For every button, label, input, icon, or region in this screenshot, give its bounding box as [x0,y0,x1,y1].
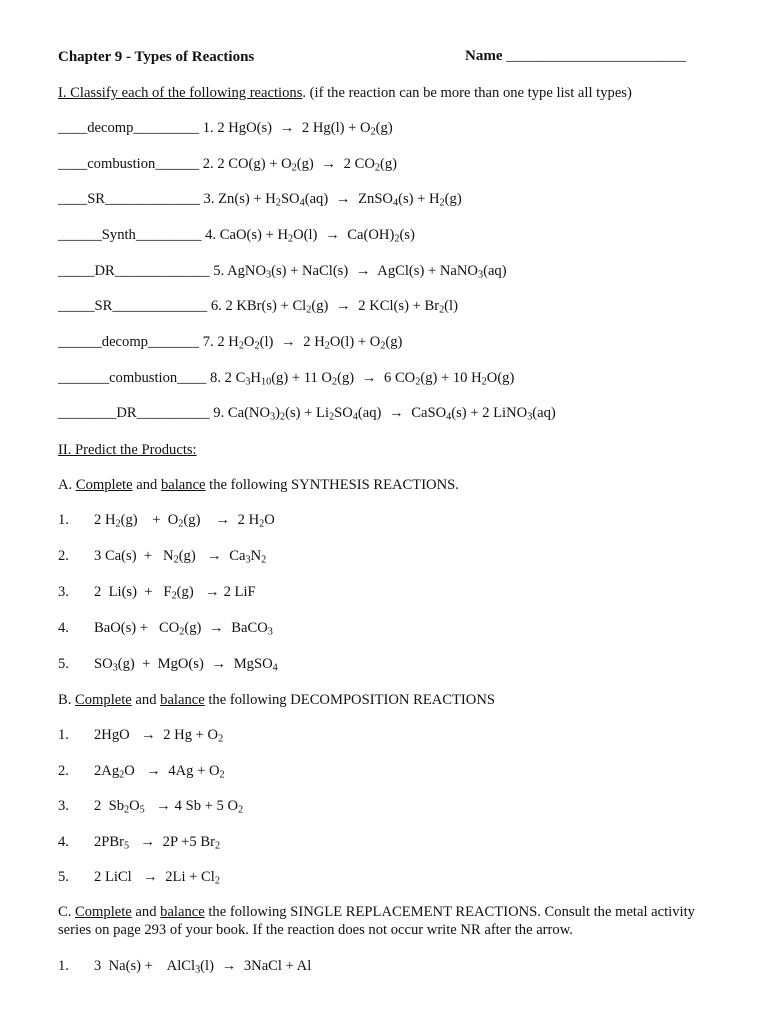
arrow-icon: → [211,656,227,672]
classification-row [58,226,415,244]
item-number: 6. [210,298,226,314]
answer-blank: _____DR_____________ [58,263,214,279]
reaction-equation: $SO_3(g) + MgO(s)$ → MgSO$_4$ [94,656,278,674]
answer-blank: ____decomp_________ [58,120,203,136]
item-number: 1. [58,727,69,743]
answer-blank: ______decomp_______ [58,334,203,350]
item-number: 2. [58,763,69,779]
arrow-icon: → [209,620,224,636]
part1-heading: I. Classify each of the following reactions [58,85,303,101]
reaction-equation: $Ca(NO_3)_2(s) + Li_2SO_4(aq)$ → CaSO$_4$(s) + 2 LiNO$_3$(aq) [227,405,556,423]
section-b-prefix: B. [58,692,76,708]
reaction-equation: 2 $CO(g) + O_2(g) \to 2$ $CO_2(g)$ [217,156,398,174]
part1-instructions [58,84,632,102]
arrow-icon: → [325,227,340,243]
section-b-and: and [131,692,161,708]
arrow-icon: → [207,548,222,564]
reaction-row [58,619,273,637]
reaction-equation: 3 Na(s) + AlCl$_3$(l) → 3NaCl + Al [94,958,312,976]
part1-note: . (if the reaction can be more than one type list all types) [302,85,632,101]
reaction-equation: 2 $Li(s) + F_2(g) \to 2$ LiF [94,584,256,602]
arrow-icon: → [140,727,156,743]
reaction-equation: $CaO(s) + H_2O(l) \to Ca(OH)_2(s)$ [219,227,415,245]
arrow-icon: → [281,334,296,350]
arrow-icon: → [221,958,237,974]
classification-row [58,190,462,208]
item-number: 5. [58,656,69,672]
classification-row [58,404,556,422]
answer-blank: ____SR_____________ [58,191,204,207]
arrow-icon: → [279,120,295,136]
answer-blank: ________DR__________ [58,405,214,421]
section-c-complete: Complete [75,904,132,920]
item-number: 9. [213,405,228,421]
classification-row [58,333,402,351]
section-c-balance: balance [160,904,205,920]
reaction-row [58,957,311,975]
reaction-row [58,583,256,601]
section-a-and: and [132,477,161,493]
reaction-equation: 3 $Ca(s) + N_2(g) \to Ca_3N_2$ [94,548,267,566]
reaction-equation: 2 HgO(s) → 2 $Hg(l) + O_2(g)$ [217,120,393,138]
reaction-row [58,655,278,673]
classification-row [58,155,397,173]
name-blank: ________________________ [506,48,687,64]
item-number: 2. [202,156,218,172]
reaction-equation: 2PBr$_5$ → 2P +5 $Br_2$ [94,834,221,852]
section-b-complete: Complete [75,692,132,708]
item-number: 3. [58,798,69,814]
section-c-instructions [58,903,728,939]
answer-blank: ____combustion______ [58,156,203,172]
item-number: 1. [202,120,218,136]
reaction-equation: 2HgO → 2 $Hg + O_2$ [94,727,224,745]
item-number: 8. [210,370,225,386]
reaction-equation: $Zn(s) + H_2SO_4(aq)$ → ZnSO$_4$(s) + $H_2(g)$ [218,191,462,209]
name-label: Name [465,48,503,64]
reaction-row [58,833,220,851]
section-a-rest: the following SYNTHESIS REACTIONS. [205,477,459,493]
arrow-icon: → [205,584,220,600]
section-a-complete: Complete [75,477,133,493]
reaction-row [58,797,243,815]
reaction-row [58,762,225,780]
reaction-equation: $BaO(s) + CO_2(g)$ → BaCO$_3$ [94,620,273,638]
classification-row [58,119,393,137]
answer-blank: _______combustion____ [58,370,211,386]
reaction-equation: 2 $H_2(g)$ + $O_2(g) \to 2$ $H_2O$ [94,512,275,530]
item-number: 4. [58,620,69,636]
item-number: 1. [58,512,69,528]
arrow-icon: → [156,798,171,814]
reaction-equation: 2 $Sb_2O_5 \to 4$ Sb + 5 $O_2$ [94,798,244,816]
item-number: 4. [58,834,69,850]
section-c-and: and [131,904,161,920]
section-a-instructions [58,476,459,494]
item-number: 3. [58,584,69,600]
item-number: 5. [58,869,69,885]
item-number: 7. [202,334,218,350]
reaction-equation: AgNO$_3$(s) + NaCl(s) → AgCl(s) + NaNO$_3$(aq) [227,263,507,281]
arrow-icon: → [215,512,230,528]
reaction-row [58,511,275,529]
answer-blank: _____SR_____________ [58,298,211,314]
reaction-equation: 2 $KBr(s) + Cl_2(g) \to 2$ $KCl(s) + Br_2(l)$ [225,298,458,316]
arrow-icon: → [336,298,351,314]
reaction-row [58,547,266,565]
item-number: 2. [58,548,69,564]
classification-row [58,262,507,280]
reaction-equation: 2 $H_2O_2(l) \to 2$ $H_2O(l) + O_2(g)$ [217,334,403,352]
section-a-prefix: A. [58,477,76,493]
reaction-row [58,868,220,886]
arrow-icon: → [143,869,158,885]
reaction-equation: 2 $C_3H_{10}(g) + 11$ $O_2(g) \to 6$ $CO_2(g) + 10$ $H_2O(g)$ [224,370,515,388]
item-number: 1. [58,958,69,974]
reaction-row [58,726,223,744]
answer-blank: ______Synth_________ [58,227,206,243]
part2-heading: II. Predict the Products: [58,442,197,458]
section-b-balance: balance [160,692,205,708]
name-field [465,48,686,65]
item-number: 3. [203,191,219,207]
classification-row [58,369,514,387]
arrow-icon: → [321,156,337,172]
section-b-instructions [58,691,495,709]
item-number: 5. [213,263,228,279]
reaction-equation: $2Ag_2O \to 4Ag + O_2$ [94,763,225,781]
reaction-equation: 2 LiCl → $2Li + Cl_2$ [94,869,220,887]
arrow-icon: → [389,405,404,421]
section-b-rest: the following DECOMPOSITION REACTIONS [204,692,495,708]
arrow-icon: → [335,191,351,207]
section-c-prefix: C. [58,904,76,920]
page-title: Chapter 9 - Types of Reactions [58,49,255,65]
arrow-icon: → [146,763,161,779]
item-number: 4. [205,227,220,243]
arrow-icon: → [140,834,156,850]
classification-row [58,297,458,315]
section-c-rest: the following SINGLE REPLACEMENT REACTIONS. Consult the metal activity series on page 293 of your book. If the reaction does not occur write NR after the arrow. [58,904,695,938]
arrow-icon: → [361,370,377,386]
section-a-balance: balance [160,477,206,493]
arrow-icon: → [355,263,371,279]
